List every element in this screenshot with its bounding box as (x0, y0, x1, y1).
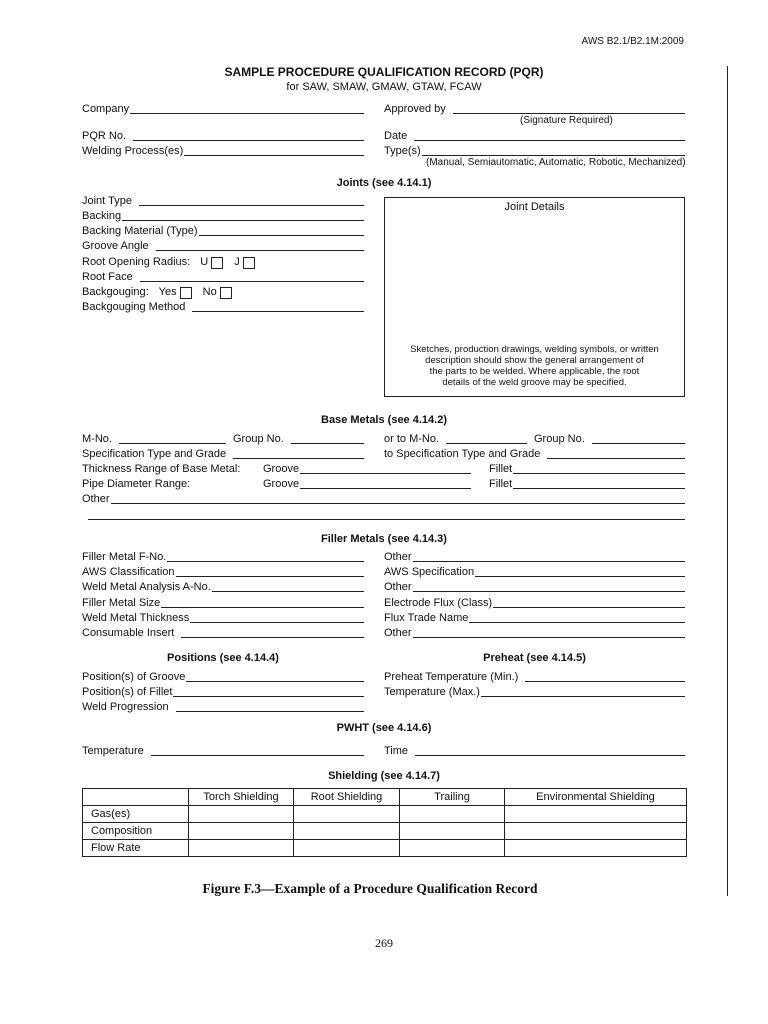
composition-root-cell[interactable] (294, 823, 400, 840)
pwht-temperature-label: Temperature (82, 745, 144, 757)
pwht-time-label: Time (384, 745, 409, 757)
to-spec-type-grade-label: to Specification Type and Grade (384, 448, 541, 460)
filler-other-1-field[interactable] (384, 550, 685, 564)
approved-by-label: Approved by (384, 103, 446, 115)
flow-environmental-cell[interactable] (505, 840, 687, 857)
pqr-no-field[interactable] (82, 129, 364, 143)
aws-classification-label: AWS Classification (82, 566, 175, 578)
col-root-shielding: Root Shielding (294, 789, 400, 806)
filler-other-3-field[interactable] (384, 626, 685, 640)
shielding-heading: Shielding (see 4.14.7) (328, 770, 440, 782)
col-torch-shielding: Torch Shielding (189, 789, 294, 806)
weld-progression-label: Weld Progression (82, 701, 169, 713)
group-no-2-field[interactable] (534, 432, 685, 446)
welding-process-field[interactable] (82, 144, 364, 158)
filler-f-no-field[interactable] (82, 550, 364, 564)
spec-type-grade-label: Specification Type and Grade (82, 448, 227, 460)
date-label: Date (384, 130, 408, 142)
thickness-groove-field[interactable] (263, 462, 471, 476)
groove-angle-field[interactable] (82, 239, 364, 253)
shielding-corner-cell (83, 789, 189, 806)
form-subtitle: for SAW, SMAW, GMAW, GTAW, FCAW (286, 81, 482, 93)
pipe-fillet-label: Fillet (489, 478, 513, 490)
joint-details-title: Joint Details (504, 201, 565, 213)
table-row (83, 806, 687, 823)
thickness-range-label: Thickness Range of Base Metal: (82, 463, 241, 475)
joint-details-note-3: the parts to be welded. Where applicable, the root (429, 366, 640, 377)
position-groove-label: Position(s) of Groove (82, 671, 186, 683)
date-field[interactable] (384, 129, 685, 143)
backing-material-label: Backing Material (Type) (82, 225, 198, 237)
page-number: 269 (375, 936, 393, 950)
position-groove-field[interactable] (82, 670, 364, 684)
pipe-groove-label: Groove (263, 478, 300, 490)
preheat-max-label: Temperature (Max.) (384, 686, 480, 698)
filler-size-label: Filler Metal Size (82, 597, 161, 609)
root-opening-field (82, 255, 364, 269)
margin-rule (727, 66, 728, 896)
no-label: No (202, 286, 217, 298)
approved-by-field[interactable] (384, 102, 685, 116)
u-label: U (200, 256, 209, 268)
col-trailing: Trailing (400, 789, 505, 806)
filler-other-2-field[interactable] (384, 580, 685, 594)
pipe-fillet-field[interactable] (489, 477, 685, 491)
joint-details-box[interactable] (384, 197, 685, 397)
document-id: AWS B2.1/B2.1M:2009 (581, 36, 684, 47)
gases-torch-cell[interactable] (189, 806, 294, 823)
flux-trade-name-field[interactable] (384, 611, 685, 625)
j-checkbox[interactable] (243, 257, 255, 269)
signature-note: (Signature Required) (520, 115, 613, 126)
root-face-label: Root Face (82, 271, 133, 283)
base-other-field[interactable] (82, 492, 685, 506)
pwht-temperature-field[interactable] (82, 744, 364, 758)
yes-label: Yes (158, 286, 177, 298)
shielding-header-row (83, 789, 687, 806)
joint-type-field[interactable] (82, 194, 364, 208)
electrode-flux-field[interactable] (384, 596, 685, 610)
a-no-field[interactable] (82, 580, 364, 594)
filler-other-2-label: Other (384, 581, 412, 593)
m-no-label: M-No. (82, 433, 112, 445)
flow-root-cell[interactable] (294, 840, 400, 857)
to-spec-type-grade-field[interactable] (384, 447, 685, 461)
yes-checkbox[interactable] (180, 287, 192, 299)
weld-thickness-label: Weld Metal Thickness (82, 612, 190, 624)
table-row (83, 823, 687, 840)
company-label: Company (82, 103, 130, 115)
gases-environmental-cell[interactable] (505, 806, 687, 823)
a-no-label: Weld Metal Analysis A-No. (82, 581, 211, 593)
filler-other-3-label: Other (384, 627, 412, 639)
weld-thickness-field[interactable] (82, 611, 364, 625)
filler-other-1-label: Other (384, 551, 412, 563)
pwht-time-field[interactable] (384, 744, 685, 758)
base-other-line-2[interactable] (88, 519, 685, 520)
table-row (83, 840, 687, 857)
flux-trade-name-label: Flux Trade Name (384, 612, 469, 624)
joint-type-label: Joint Type (82, 195, 132, 207)
weld-progression-field[interactable] (82, 700, 364, 714)
position-fillet-field[interactable] (82, 685, 364, 699)
preheat-min-field[interactable] (384, 670, 685, 684)
pipe-diameter-label: Pipe Diameter Range: (82, 478, 191, 490)
group-no-field[interactable] (233, 432, 364, 446)
figure-caption: Figure F.3—Example of a Procedure Qualification Record (202, 881, 538, 896)
joint-details-note-1: Sketches, production drawings, welding symbols, or written (410, 344, 659, 355)
joints-heading: Joints (see 4.14.1) (336, 177, 432, 189)
pqr-no-label: PQR No. (82, 130, 127, 142)
aws-specification-label: AWS Specification (384, 566, 475, 578)
filler-f-no-label: Filler Metal F-No. (82, 551, 167, 563)
gases-root-cell[interactable] (294, 806, 400, 823)
row-gases-label: Gas(es) (83, 806, 189, 823)
backgouging-field (82, 285, 364, 299)
backgouging-method-label: Backgouging Method (82, 301, 186, 313)
base-metals-heading: Base Metals (see 4.14.2) (321, 414, 447, 426)
group-no-label: Group No. (233, 433, 284, 445)
thickness-fillet-label: Fillet (489, 463, 513, 475)
types-field[interactable] (384, 144, 685, 158)
spec-type-grade-field[interactable] (82, 447, 364, 461)
flow-trailing-cell[interactable] (400, 840, 505, 857)
backing-label: Backing (82, 210, 122, 222)
shielding-table (82, 788, 687, 857)
form-title: SAMPLE PROCEDURE QUALIFICATION RECORD (PQR) (224, 65, 544, 79)
backing-material-field[interactable] (82, 224, 364, 238)
positions-heading: Positions (see 4.14.4) (167, 652, 279, 664)
types-note: (Manual, Semiautomatic, Automatic, Robotic, Mechanized) (426, 157, 686, 168)
position-fillet-label: Position(s) of Fillet (82, 686, 173, 698)
thickness-groove-label: Groove (263, 463, 300, 475)
j-label: J (234, 256, 240, 268)
no-checkbox[interactable] (220, 287, 232, 299)
consumable-insert-label: Consumable Insert (82, 627, 175, 639)
joint-details-note-4: details of the weld groove may be specified. (442, 377, 627, 388)
backgouging-label: Backgouging: (82, 286, 149, 298)
pipe-groove-field[interactable] (263, 477, 471, 491)
thickness-fillet-field[interactable] (489, 462, 685, 476)
groove-angle-label: Groove Angle (82, 240, 149, 252)
preheat-min-label: Preheat Temperature (Min.) (384, 671, 519, 683)
composition-torch-cell[interactable] (189, 823, 294, 840)
aws-specification-field[interactable] (384, 565, 685, 579)
u-checkbox[interactable] (211, 257, 223, 269)
root-opening-label: Root Opening Radius: (82, 256, 191, 268)
filler-size-field[interactable] (82, 596, 364, 610)
m-no-field[interactable] (82, 432, 226, 446)
joint-details-note-2: description should show the general arrangement of (425, 355, 644, 366)
base-other-label: Other (82, 493, 110, 505)
composition-trailing-cell[interactable] (400, 823, 505, 840)
row-composition-label: Composition (83, 823, 189, 840)
types-label: Type(s) (384, 145, 421, 157)
company-field[interactable] (82, 102, 364, 116)
root-face-field[interactable] (82, 270, 364, 284)
backing-field[interactable] (82, 209, 364, 223)
flow-torch-cell[interactable] (189, 840, 294, 857)
composition-environmental-cell[interactable] (505, 823, 687, 840)
aws-classification-field[interactable] (82, 565, 364, 579)
consumable-insert-field[interactable] (82, 626, 364, 640)
filler-metals-heading: Filler Metals (see 4.14.3) (321, 533, 447, 545)
group-no-2-label: Group No. (534, 433, 585, 445)
pwht-heading: PWHT (see 4.14.6) (336, 722, 432, 734)
welding-process-label: Welding Process(es) (82, 145, 184, 157)
row-flow-rate-label: Flow Rate (83, 840, 189, 857)
or-to-m-no-label: or to M-No. (384, 433, 440, 445)
or-to-m-no-field[interactable] (384, 432, 527, 446)
col-environmental-shielding: Environmental Shielding (505, 789, 687, 806)
backgouging-method-field[interactable] (82, 300, 364, 314)
gases-trailing-cell[interactable] (400, 806, 505, 823)
preheat-max-field[interactable] (384, 685, 685, 699)
preheat-heading: Preheat (see 4.14.5) (483, 652, 586, 664)
electrode-flux-label: Electrode Flux (Class) (384, 597, 493, 609)
